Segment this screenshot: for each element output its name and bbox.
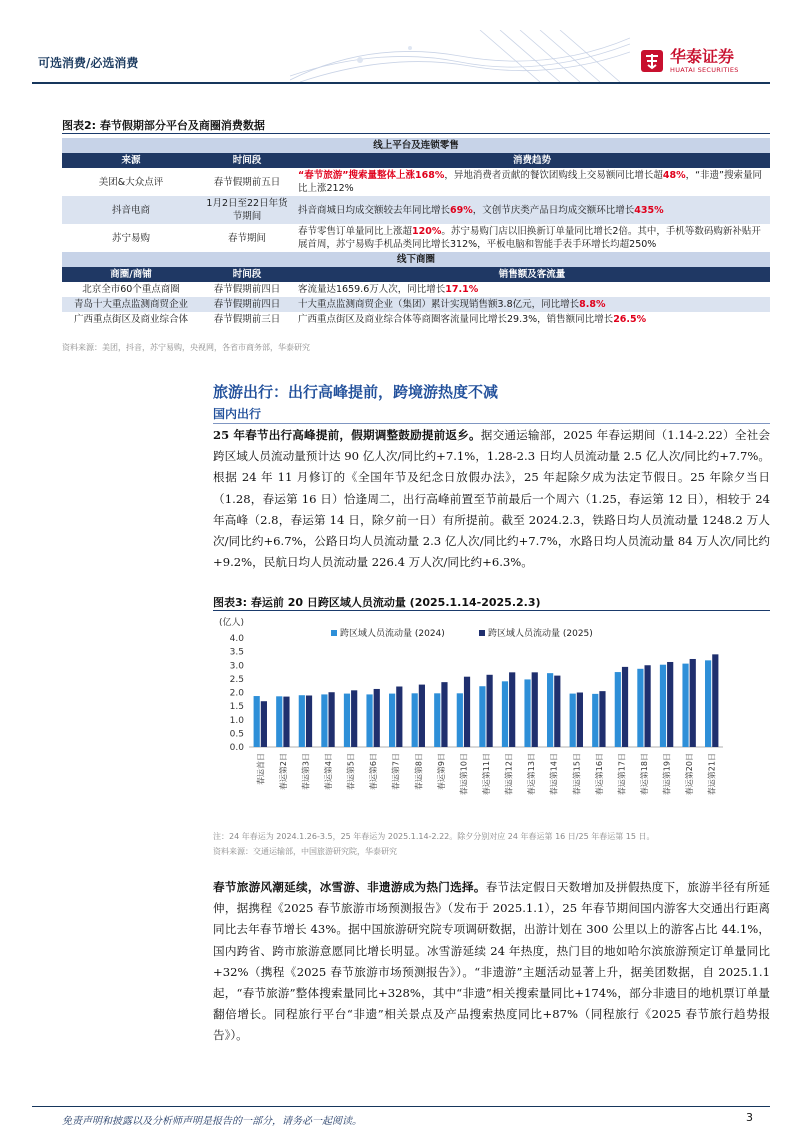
- bar-2025: [419, 685, 425, 747]
- bar-2024: [389, 694, 395, 747]
- y-tick-label: 4.0: [229, 634, 244, 644]
- bar-2025: [667, 662, 673, 747]
- footer-rule: [32, 1106, 770, 1107]
- y-tick-label: 3.0: [229, 661, 244, 672]
- bar-2025: [374, 689, 380, 747]
- table-row: [62, 312, 770, 327]
- y-tick-label: 3.5: [229, 647, 244, 658]
- col-header-sales: 销售额及客流量: [294, 267, 770, 282]
- trend-text: 十大重点监测商贸企业（集团）累计实现销售额3.8亿元，同比增长: [298, 299, 580, 310]
- x-tick-label: 春运第17日: [617, 753, 627, 796]
- trend-text: 。苏宁易购门店以旧换新订单量同比增长2倍。其中，手机等数码购新补贴开展首周，苏宁易购手机品类同比增长312%，平板电脑和智能手表手环增长均超250%: [298, 226, 761, 250]
- x-tick-label: 春运第5日: [346, 753, 356, 791]
- col-header-district: 商圈/商铺: [62, 267, 200, 282]
- bar-2025: [690, 659, 696, 747]
- x-tick-label: 春运第19日: [662, 753, 672, 796]
- bar-2025: [554, 676, 560, 747]
- table-row: [62, 168, 770, 196]
- x-tick-label: 春运第3日: [301, 753, 311, 791]
- x-tick-label: 春运第18日: [640, 753, 649, 796]
- figure2-title: 图表2: 春节假期部分平台及商圈消费数据: [62, 119, 265, 132]
- paragraph-travel: [213, 425, 770, 573]
- logo-cn: 华泰证券: [670, 47, 735, 66]
- section-subtitle: 国内出行: [213, 407, 262, 421]
- page-header: [0, 0, 802, 86]
- row-source: 抖音电商: [62, 196, 200, 224]
- row-trend: [294, 282, 770, 297]
- x-tick-label: 春运第15日: [572, 753, 582, 796]
- row-trend: [294, 297, 770, 312]
- x-tick-label: 春运第21日: [707, 753, 717, 796]
- bar-2024: [547, 673, 553, 747]
- row-source: 北京全市60个重点商圈: [62, 282, 200, 297]
- bar-2024: [276, 696, 282, 747]
- y-tick-label: 0.0: [229, 743, 244, 753]
- bar-2024: [321, 694, 327, 747]
- table-row: [62, 196, 770, 224]
- legend-label: 跨区域人员流动量 (2024): [340, 629, 445, 639]
- bar-2024: [479, 686, 485, 747]
- bar-2025: [261, 701, 267, 747]
- bar-2025: [509, 672, 515, 747]
- x-tick-label: 春运第12日: [504, 753, 514, 796]
- header-rule: [32, 82, 770, 84]
- offline-section-header: 线下商圈: [62, 252, 770, 267]
- section-title: 旅游出行：出行高峰提前，跨境游热度不减: [213, 383, 499, 401]
- bar-2024: [344, 694, 350, 747]
- trend-text: 客流量达1659.6万人次，同比增长: [298, 284, 446, 295]
- bar-2025: [464, 677, 470, 747]
- highlight-figure: 435%: [634, 204, 664, 216]
- x-tick-label: 春运第10日: [459, 753, 469, 796]
- highlight-figure: 26.5%: [613, 314, 647, 325]
- bar-2025: [622, 667, 628, 747]
- bar-2024: [570, 694, 576, 747]
- para2-body: 春节法定假日天数增加及拼假热度下，旅游半径有所延伸，据携程《2025 春节旅游市场预测报告》（发布于 2025.1.1），25 年春节期间国内游客大交通出行距离同比去年春节增长 43%。据中国旅游研究院专项调研数据，出游计划在 300 公里以上的游客占比 44.1%，国内跨省、跨市旅游意愿同比增长明显。冰雪游延续 24 年热度，热门目的地如哈尔滨旅游预定订单量同比+32%（携程《2025 春节旅游市场预测报告》）。“非遗游”主题活动显著上升，据美团数据，自 2025.1.1 起，“春节旅游”整体搜索量同比+328%，其中“非遗”相关搜索量同比+174%，部分非遗目的地机票订单量翻倍增长。同程旅行平台“非遗”相关景点及产品搜索热度同比+87%（同程旅行《2025 春节旅行趋势报告》）。: [213, 880, 770, 1043]
- bar-2025: [306, 695, 312, 747]
- legend-swatch: [479, 630, 485, 636]
- trend-text: 春节零售订单量同比上涨超: [298, 226, 413, 237]
- table-row: [62, 224, 770, 252]
- bar-2024: [254, 696, 260, 747]
- row-period: 春节假期前五日: [200, 168, 294, 196]
- x-tick-label: 春运第13日: [527, 753, 537, 796]
- bar-2025: [712, 654, 718, 747]
- highlight-figure: 120%: [412, 226, 442, 237]
- figure3-note: 注：24 年春运为 2024.1.26-3.5，25 年春运为 2025.1.14-2.22。除夕分别对应 24 年春运第 16 日/25 年春运第 15 日。: [213, 832, 655, 841]
- bar-2024: [637, 669, 643, 747]
- row-period: 春节假期前四日: [200, 282, 294, 297]
- col-header-period: 时间段: [200, 153, 294, 168]
- brand-logo: [640, 48, 739, 74]
- x-tick-label: 春运第11日: [482, 753, 491, 796]
- x-tick-label: 春运第16日: [594, 753, 604, 796]
- y-tick-label: 2.5: [229, 674, 244, 685]
- bar-2025: [283, 697, 289, 747]
- x-tick-label: 春运第9日: [436, 753, 446, 791]
- row-source: 广西重点街区及商业综合体: [62, 312, 200, 327]
- page-number: 3: [746, 1111, 753, 1124]
- bar-2024: [457, 693, 463, 747]
- trend-text: ，“非遗”搜索量同比上涨212%: [298, 170, 762, 194]
- bar-2025: [577, 693, 583, 748]
- row-trend: [294, 196, 770, 224]
- bar-2025: [441, 682, 447, 747]
- trend-text: ，文创节庆类产品日均成交额环比增长: [472, 204, 635, 216]
- bar-2024: [524, 679, 530, 747]
- figure3-rule: [213, 610, 770, 611]
- x-tick-label: 春运第7日: [391, 753, 401, 791]
- bar-2025: [396, 687, 402, 747]
- bar-2025: [351, 690, 357, 747]
- header-decoration: [290, 30, 630, 82]
- y-axis-label: (亿人): [219, 618, 245, 628]
- x-tick-label: 春运首日: [256, 753, 266, 785]
- figure2-rule: [62, 133, 770, 134]
- row-source: 美团&大众点评: [62, 168, 200, 196]
- footer-disclaimer: 免责声明和披露以及分析师声明是报告的一部分，请务必一起阅读。: [62, 1116, 362, 1127]
- bar-2024: [412, 693, 418, 747]
- x-tick-label: 春运第4日: [324, 753, 333, 791]
- col-header-trend: 消费趋势: [294, 153, 770, 168]
- para2-lead: 春节旅游风潮延续，冰雪游、非遗游成为热门选择。: [213, 880, 486, 894]
- bar-2025: [532, 672, 538, 747]
- y-tick-label: 2.0: [229, 688, 244, 699]
- highlight-figure: “春节旅游”搜索量整体上涨168%: [298, 170, 445, 181]
- x-tick-label: 春运第6日: [369, 753, 379, 791]
- figure2-source: 资料来源：美团，抖音，苏宁易购，央视网，各省市商务部，华泰研究: [62, 343, 310, 352]
- highlight-figure: 8.8%: [579, 299, 606, 310]
- x-tick-label: 春运第14日: [549, 753, 559, 796]
- bar-2024: [502, 681, 508, 747]
- figure3-source: 资料来源：交通运输部，中国旅游研究院，华泰研究: [213, 847, 397, 856]
- trend-text: ，异地消费者贡献的餐饮团购线上交易额同比增长超: [444, 170, 663, 181]
- highlight-figure: 69%: [450, 204, 473, 216]
- header-category: 可选消费/必选消费: [38, 56, 139, 70]
- row-trend: [294, 224, 770, 252]
- legend-swatch: [331, 630, 337, 636]
- bar-2024: [434, 693, 440, 747]
- para1-body: 据交通运输部，2025 年春运期间（1.14-2.22）全社会跨区域人员流动量预计达 90 亿人次/同比约+7.1%，1.28-2.3 日均人员流动量 2.5 亿人次/同比约+7.7%。根据 24 年 11 月修订的《全国年节及纪念日放假办法》，25 年起除夕成为法定节假日。25 年除夕当日（1.28，春运第 16 日）恰逢周二，出行高峰前置至节前最后一个周六（1.25，春运第 12 日），相较于 24 年高峰（2.8，春运第 14 日，除夕前一日）有所提前。截至 2024.2.3，铁路日均人员流动量 1248.2 万人次/同比约+6.7%，公路日均人员流动量 2.3 亿人次/同比约+7.7%，水路日均人员流动量 84 万人次/同比约+9.2%，民航日均人员流动量 226.4 万人次/同比约+6.3%。: [213, 428, 770, 570]
- y-tick-label: 1.0: [229, 715, 244, 726]
- para1-lead: 25 年春节出行高峰提前，假期调整鼓励提前返乡。: [213, 428, 481, 442]
- row-period: 春节假期前三日: [200, 312, 294, 327]
- bar-2025: [645, 665, 651, 747]
- y-tick-label: 0.5: [229, 729, 244, 740]
- paragraph-trends: [213, 877, 770, 1047]
- x-tick-label: 春运第8日: [414, 753, 424, 791]
- col-header-source: 来源: [62, 153, 200, 168]
- col-header-period: 时间段: [200, 267, 294, 282]
- row-period: 春节期间: [200, 224, 294, 252]
- table-row: [62, 282, 770, 297]
- legend-label: 跨区域人员流动量 (2025): [488, 629, 593, 639]
- bar-2025: [487, 675, 493, 747]
- y-tick-label: 1.5: [229, 702, 244, 713]
- bar-2024: [615, 672, 621, 747]
- online-section-header: 线上平台及连锁零售: [62, 138, 770, 153]
- flow-bar-chart: [213, 612, 770, 824]
- bar-2025: [599, 691, 605, 747]
- highlight-figure: 48%: [662, 170, 686, 181]
- consumption-table: [62, 138, 770, 327]
- x-tick-label: 春运第2日: [278, 753, 288, 791]
- x-tick-label: 春运第20日: [685, 753, 695, 796]
- table-row: [62, 297, 770, 312]
- subtitle-rule: [213, 423, 770, 424]
- bar-2024: [299, 695, 305, 747]
- row-period: 1月2日至22日年货节期间: [200, 196, 294, 224]
- bar-2024: [366, 694, 372, 747]
- figure3-title: 图表3: 春运前 20 日跨区域人员流动量 (2025.1.14-2025.2.3): [213, 596, 541, 609]
- bar-2024: [660, 665, 666, 747]
- highlight-figure: 17.1%: [445, 284, 479, 295]
- bar-2025: [329, 692, 335, 747]
- row-trend: [294, 168, 770, 196]
- huatai-logo-icon: [640, 49, 664, 73]
- bar-2024: [592, 694, 598, 747]
- logo-en: HUATAI SECURITIES: [670, 66, 739, 74]
- row-source: 苏宁易购: [62, 224, 200, 252]
- bar-2024: [705, 660, 711, 747]
- trend-text: 广西重点街区及商业综合体等商圈客流量同比增长29.3%，销售额同比增长: [298, 314, 614, 325]
- row-period: 春节假期前四日: [200, 297, 294, 312]
- bar-2024: [682, 664, 688, 747]
- row-trend: [294, 312, 770, 327]
- trend-text: 抖音商城日均成交额较去年同比增长: [298, 204, 451, 216]
- row-source: 青岛十大重点监测商贸企业: [62, 297, 200, 312]
